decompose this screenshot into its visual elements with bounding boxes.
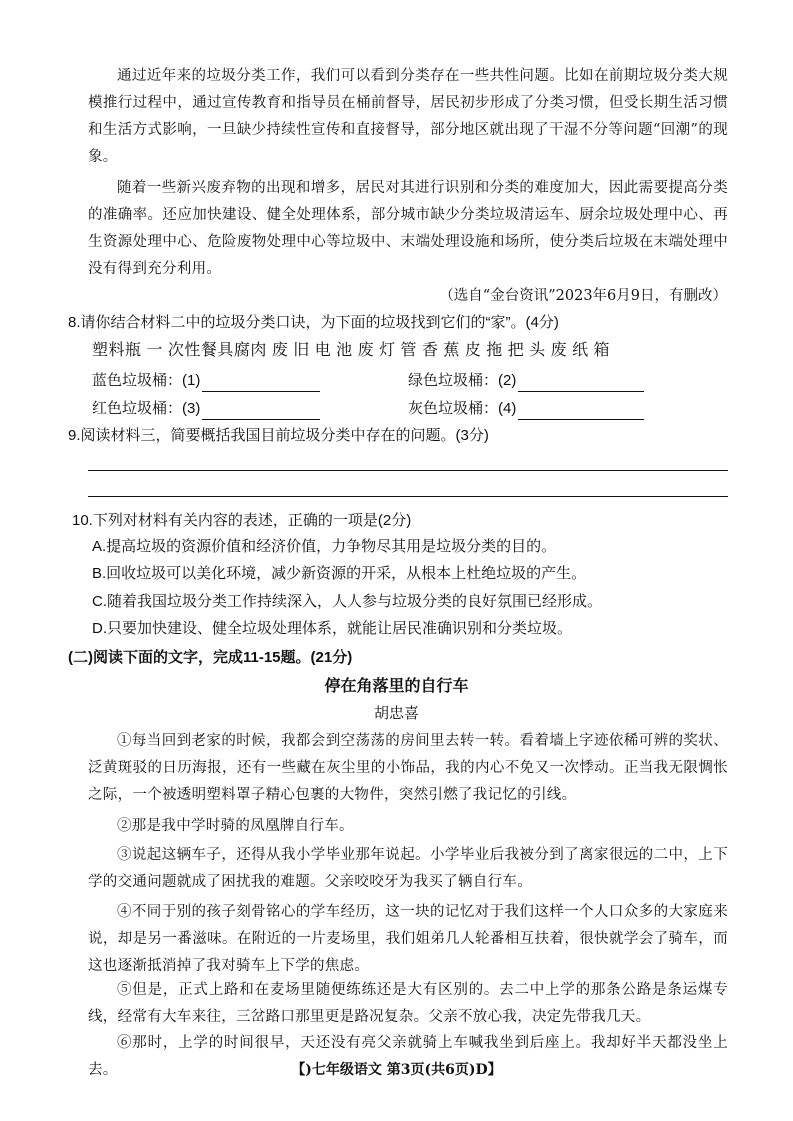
article-paragraph-4: ④不同于别的孩子刻骨铭心的学车经历，这一块的记忆对于我们这样一个人口众多的大家庭来说，却是另一番滋味。在附近的一片麦场里，我们姐弟几人轮番相互扶着，很快就学会了骑车，而这也逐渐抵消掉了我对骑车上下学的焦虑。	[88, 904, 728, 974]
blue-bin-label: 蓝色垃圾桶：(1)	[92, 372, 201, 389]
green-bin-row	[408, 370, 644, 392]
blue-bin-row	[92, 370, 320, 392]
blue-bin-answer-blank[interactable]	[202, 375, 320, 392]
article-paragraph-1: ①每当回到老家的时候，我都会到空荡荡的房间里去转一转。看着墙上字迹依稀可辨的奖状、泛黄斑驳的日历海报，还有一些藏在灰尘里的小饰品，我的内心不免又一次悸动。正当我无限惆怅之际，一个被透明塑料罩子精心包裹的大物件，突然引燃了我记忆的引线。	[88, 733, 728, 803]
question-10-stem: 10.下列对材料有关内容的表述，正确的一项是(2分)	[72, 512, 412, 529]
material-three-paragraph-1: 通过近年来的垃圾分类工作，我们可以看到分类存在一些共性问题。比如在前期垃圾分类大规模推行过程中，通过宣传教育和指导员在桶前督导，居民初步形成了分类习惯，但受长期生活习惯和生活方式影响，一旦缺少持续性宣传和直接督导，部分地区就出现了干湿不分等问题“回潮”的现象。	[88, 68, 728, 165]
article-author: 胡忠喜	[373, 704, 419, 722]
red-bin-answer-blank[interactable]	[202, 403, 320, 420]
question-10-option-a[interactable]: A.提高垃圾的资源价值和经济价值，力争物尽其用是垃圾分类的目的。	[92, 538, 557, 555]
answer-line-1[interactable]	[88, 470, 728, 471]
gray-bin-row	[408, 398, 644, 420]
question-10-option-c[interactable]: C.随着我国垃圾分类工作持续深入，人人参与垃圾分类的良好氛围已经形成。	[92, 593, 603, 610]
green-bin-answer-blank[interactable]	[518, 375, 644, 392]
question-8-items: 塑料瓶 一 次性餐具腐肉 废 旧 电 池 废 灯 管 香 蕉 皮 拖 把 头 废 纸 箱	[92, 342, 611, 359]
answer-line-2[interactable]	[88, 496, 728, 497]
red-bin-row	[92, 398, 320, 420]
material-source: （选自“金台资讯”2023年6月9日，有删改）	[439, 288, 727, 304]
green-bin-label: 绿色垃圾桶：(2)	[408, 372, 517, 389]
gray-bin-answer-blank[interactable]	[518, 403, 644, 420]
material-three-paragraph-2: 随着一些新兴废弃物的出现和增多，居民对其进行识别和分类的难度加大，因此需要提高分类的准确率。还应加快建设、健全处理体系，部分城市缺少分类垃圾清运车、厨余垃圾处理中心、再生资源处理中心、危险废物处理中心等垃圾中、末端处理设施和场所，使分类后垃圾在末端处理中没有得到充分利用。	[88, 180, 728, 277]
article-paragraph-2: ②那是我中学时骑的凤凰牌自行车。	[117, 818, 354, 834]
red-bin-label: 红色垃圾桶：(3)	[92, 400, 201, 417]
article-paragraph-5: ⑤但是，正式上路和在麦场里随便练练还是大有区别的。去二中上学的那条公路是条运煤专线，经常有大车来往，三岔路口那里更是路况复杂。父亲不放心我，决定先带我几天。	[88, 982, 728, 1025]
page-footer: 【)七年级语文 第3页(共6页)D】	[291, 1062, 502, 1078]
question-8-stem: 8.请你结合材料二中的垃圾分类口诀，为下面的垃圾找到它们的“家”。(4分)	[68, 314, 559, 331]
article-title: 停在角落里的自行车	[324, 676, 469, 695]
question-10-option-d[interactable]: D.只要加快建设、健全垃圾处理体系，就能让居民准确识别和分类垃圾。	[92, 620, 573, 637]
gray-bin-label: 灰色垃圾桶：(4)	[408, 400, 517, 417]
section-2-heading: (二)阅读下面的文字，完成11-15题。(21分)	[68, 649, 353, 666]
question-9-stem: 9.阅读材料三，简要概括我国目前垃圾分类中存在的问题。(3分)	[68, 427, 489, 444]
article-paragraph-3: ③说起这辆车子，还得从我小学毕业那年说起。小学毕业后我被分到了离家很远的二中，上下学的交通问题就成了困扰我的难题。父亲咬咬牙为我买了辆自行车。	[88, 847, 728, 890]
article-paragraph-6: ⑥那时，上学的时间很早，天还没有亮父亲就骑上车喊我坐到后座上。我却好半天都没坐上去。	[88, 1035, 728, 1078]
question-10-option-b[interactable]: B.回收垃圾可以美化环境，减少新资源的开采，从根本上杜绝垃圾的产生。	[92, 565, 587, 582]
